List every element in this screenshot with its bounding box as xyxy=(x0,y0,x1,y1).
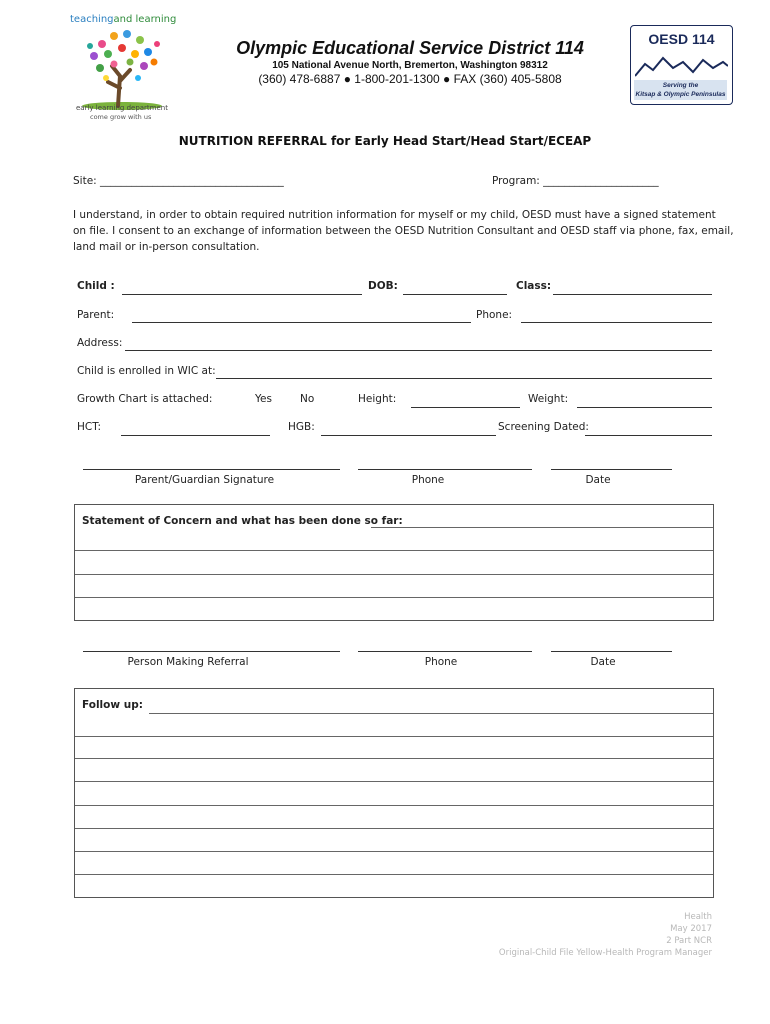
tree-hands-icon xyxy=(72,26,172,110)
concern-box[interactable] xyxy=(74,504,714,621)
follow-up-box[interactable] xyxy=(74,688,714,898)
concern-label: Statement of Concern and what has been done so far: xyxy=(82,515,403,527)
weight-input[interactable] xyxy=(577,407,712,408)
child-label: Child : xyxy=(77,280,115,292)
concern-line-0[interactable] xyxy=(371,527,713,528)
guardian-signature-label: Parent/Guardian Signature xyxy=(134,474,275,486)
hct-label: HCT: xyxy=(77,421,102,433)
footer-line-3: 2 Part NCR xyxy=(666,936,712,946)
weight-label: Weight: xyxy=(528,393,569,405)
guardian-date-line[interactable] xyxy=(551,469,672,470)
wic-label: Child is enrolled in WIC at: xyxy=(77,365,216,377)
org-phones: (360) 478-6887 ● 1-800-201-1300 ● FAX (360) 405-5808 xyxy=(258,72,562,86)
guardian-signature-line[interactable] xyxy=(83,469,340,470)
guardian-phone-label: Phone xyxy=(411,474,445,486)
phone-label: Phone: xyxy=(476,309,513,321)
parent-label: Parent: xyxy=(77,309,115,321)
hct-input[interactable] xyxy=(121,435,270,436)
logo-brand-a: teaching xyxy=(70,14,114,25)
consent-line-3: land mail or in-person consultation. xyxy=(73,241,260,253)
oesd-serving-line2: Kitsap & Olympic Peninsulas xyxy=(635,91,726,98)
referrer-label: Person Making Referral xyxy=(127,656,249,668)
class-input[interactable] xyxy=(553,294,712,295)
org-name: Olympic Educational Service District 114 xyxy=(236,38,584,58)
height-label: Height: xyxy=(358,393,397,405)
follow-up-line-6[interactable] xyxy=(75,851,713,852)
dob-input[interactable] xyxy=(403,294,507,295)
follow-up-line-5[interactable] xyxy=(75,828,713,829)
org-address: 105 National Avenue North, Bremerton, Washington 98312 xyxy=(272,60,548,71)
concern-line-2[interactable] xyxy=(75,574,713,575)
teaching-learning-logo xyxy=(62,12,187,124)
referrer-phone-line[interactable] xyxy=(358,651,532,652)
oesd-serving-line1: Serving the xyxy=(662,82,699,89)
address-input[interactable] xyxy=(125,350,712,351)
guardian-phone-line[interactable] xyxy=(358,469,532,470)
logo-tagline: come grow with us xyxy=(90,113,152,121)
logo-dept: early learning department xyxy=(76,104,168,112)
height-input[interactable] xyxy=(411,407,520,408)
referrer-signature-line[interactable] xyxy=(83,651,340,652)
child-input[interactable] xyxy=(122,294,362,295)
oesd-badge xyxy=(630,25,733,105)
follow-up-label: Follow up: xyxy=(82,699,143,711)
follow-up-line-7[interactable] xyxy=(75,874,713,875)
follow-up-line-4[interactable] xyxy=(75,805,713,806)
referrer-phone-label: Phone xyxy=(424,656,458,668)
address-label: Address: xyxy=(77,337,123,349)
dob-label: DOB: xyxy=(368,280,398,292)
growth-chart-label: Growth Chart is attached: xyxy=(77,393,213,405)
footer-line-4: Original-Child File Yellow-Health Program Manager xyxy=(498,948,712,958)
follow-up-line-0[interactable] xyxy=(149,713,713,714)
mountain-icon xyxy=(635,52,728,78)
consent-line-1: I understand, in order to obtain required nutrition information for myself or my child, OESD must have a signed statement xyxy=(73,209,716,221)
follow-up-line-1[interactable] xyxy=(75,736,713,737)
concern-line-1[interactable] xyxy=(75,550,713,551)
referrer-date-line[interactable] xyxy=(551,651,672,652)
growth-yes-option[interactable]: Yes xyxy=(255,393,272,405)
program-field[interactable]: Program: ______________________ xyxy=(492,175,659,187)
footer-line-2: May 2017 xyxy=(670,924,712,934)
hgb-input[interactable] xyxy=(321,435,496,436)
follow-up-line-2[interactable] xyxy=(75,758,713,759)
class-label: Class: xyxy=(516,280,552,292)
guardian-date-label: Date xyxy=(585,474,611,486)
hgb-label: HGB: xyxy=(288,421,315,433)
phone-input[interactable] xyxy=(521,322,712,323)
wic-input[interactable] xyxy=(216,378,712,379)
screening-label: Screening Dated: xyxy=(498,421,589,433)
parent-input[interactable] xyxy=(132,322,471,323)
oesd-badge-title: OESD 114 xyxy=(648,31,715,47)
referrer-date-label: Date xyxy=(590,656,616,668)
site-field[interactable]: Site: ___________________________________ xyxy=(73,175,284,187)
footer-line-1: Health xyxy=(684,912,712,922)
form-title: NUTRITION REFERRAL for Early Head Start/Head Start/ECEAP xyxy=(178,134,592,148)
concern-line-3[interactable] xyxy=(75,597,713,598)
consent-line-2: on file. I consent to an exchange of information between the OESD Nutrition Consultant and OESD staff via phone, fax, email, xyxy=(73,225,734,237)
follow-up-line-3[interactable] xyxy=(75,781,713,782)
growth-no-option[interactable]: No xyxy=(300,393,315,405)
screening-input[interactable] xyxy=(585,435,712,436)
logo-brand-b: and learning xyxy=(113,14,177,25)
